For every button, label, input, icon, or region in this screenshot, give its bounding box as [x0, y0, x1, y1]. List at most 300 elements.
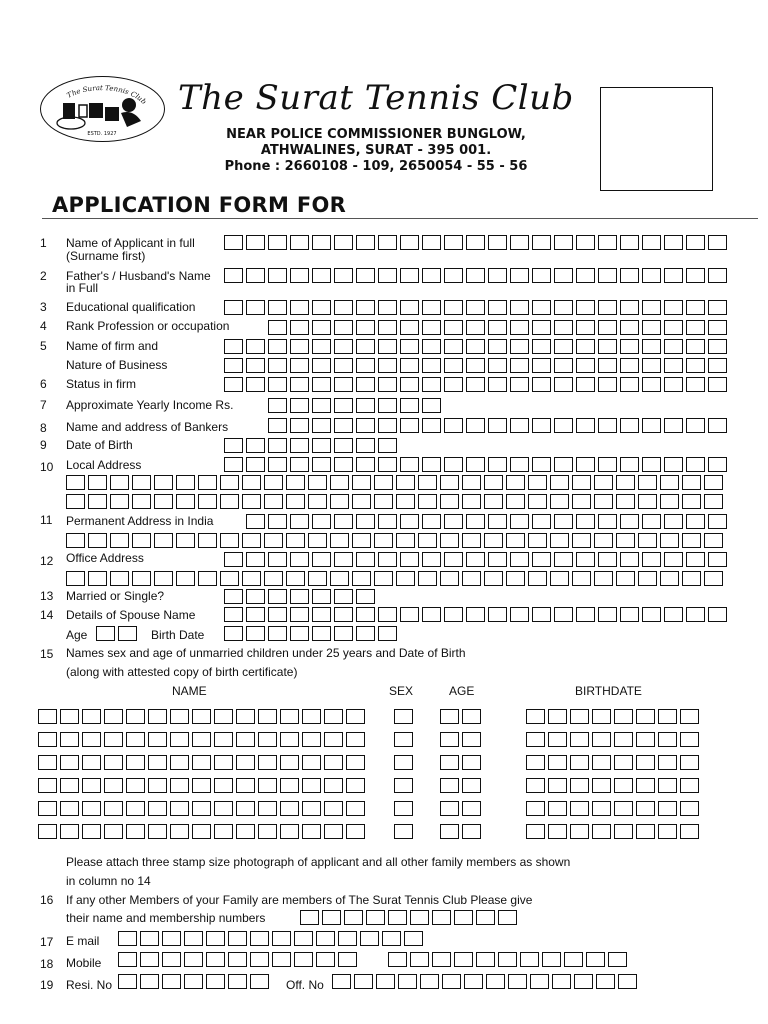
char-box[interactable] — [268, 514, 287, 529]
child-4-name-boxes[interactable] — [38, 778, 368, 793]
char-box[interactable] — [110, 475, 129, 490]
char-box[interactable] — [708, 377, 727, 392]
char-box[interactable] — [192, 778, 211, 793]
char-box[interactable] — [374, 475, 393, 490]
char-box[interactable] — [476, 952, 495, 967]
char-box[interactable] — [528, 571, 547, 586]
char-box[interactable] — [592, 824, 611, 839]
char-box[interactable] — [224, 438, 243, 453]
char-box[interactable] — [280, 801, 299, 816]
char-box[interactable] — [302, 755, 321, 770]
char-box[interactable] — [264, 571, 283, 586]
char-box[interactable] — [224, 268, 243, 283]
child-5-sex-box[interactable] — [394, 801, 416, 816]
char-box[interactable] — [660, 494, 679, 509]
char-box[interactable] — [462, 475, 481, 490]
char-box[interactable] — [400, 514, 419, 529]
char-box[interactable] — [488, 339, 507, 354]
char-box[interactable] — [596, 974, 615, 989]
char-box[interactable] — [680, 824, 699, 839]
char-box[interactable] — [38, 755, 57, 770]
char-box[interactable] — [462, 494, 481, 509]
char-box[interactable] — [338, 952, 357, 967]
char-box[interactable] — [614, 732, 633, 747]
char-box[interactable] — [444, 339, 463, 354]
char-box[interactable] — [332, 974, 351, 989]
char-box[interactable] — [642, 552, 661, 567]
char-box[interactable] — [466, 320, 485, 335]
char-box[interactable] — [636, 732, 655, 747]
char-box[interactable] — [708, 457, 727, 472]
char-box[interactable] — [264, 475, 283, 490]
char-box[interactable] — [250, 952, 269, 967]
char-box[interactable] — [400, 268, 419, 283]
char-box[interactable] — [132, 494, 151, 509]
char-box[interactable] — [440, 709, 459, 724]
char-box[interactable] — [302, 801, 321, 816]
char-box[interactable] — [346, 778, 365, 793]
char-box[interactable] — [642, 607, 661, 622]
char-box[interactable] — [250, 931, 269, 946]
char-box[interactable] — [324, 801, 343, 816]
char-box[interactable] — [312, 300, 331, 315]
char-box[interactable] — [598, 235, 617, 250]
char-box[interactable] — [374, 571, 393, 586]
char-box[interactable] — [440, 755, 459, 770]
char-box[interactable] — [258, 709, 277, 724]
char-box[interactable] — [356, 268, 375, 283]
char-box[interactable] — [396, 494, 415, 509]
char-box[interactable] — [420, 974, 439, 989]
char-box[interactable] — [642, 268, 661, 283]
char-box[interactable] — [638, 571, 657, 586]
char-box[interactable] — [394, 709, 413, 724]
char-box[interactable] — [280, 709, 299, 724]
char-box[interactable] — [680, 778, 699, 793]
char-box[interactable] — [510, 358, 529, 373]
char-box[interactable] — [642, 339, 661, 354]
char-box[interactable] — [268, 398, 287, 413]
char-box[interactable] — [176, 571, 195, 586]
char-box[interactable] — [198, 475, 217, 490]
char-box[interactable] — [488, 552, 507, 567]
char-box[interactable] — [454, 952, 473, 967]
char-box[interactable] — [394, 824, 413, 839]
char-box[interactable] — [126, 709, 145, 724]
char-box[interactable] — [82, 801, 101, 816]
char-box[interactable] — [264, 494, 283, 509]
char-box[interactable] — [66, 533, 85, 548]
char-box[interactable] — [170, 755, 189, 770]
char-box[interactable] — [192, 824, 211, 839]
char-box[interactable] — [268, 300, 287, 315]
char-box[interactable] — [170, 778, 189, 793]
char-box[interactable] — [170, 824, 189, 839]
char-box[interactable] — [484, 494, 503, 509]
char-box[interactable] — [680, 755, 699, 770]
char-box[interactable] — [444, 320, 463, 335]
char-box[interactable] — [154, 533, 173, 548]
char-box[interactable] — [214, 824, 233, 839]
char-box[interactable] — [378, 235, 397, 250]
char-box[interactable] — [394, 801, 413, 816]
char-box[interactable] — [324, 824, 343, 839]
char-box[interactable] — [466, 552, 485, 567]
char-box[interactable] — [664, 514, 683, 529]
char-box[interactable] — [334, 268, 353, 283]
char-box[interactable] — [466, 339, 485, 354]
char-box[interactable] — [110, 494, 129, 509]
char-box[interactable] — [680, 732, 699, 747]
char-box[interactable] — [290, 320, 309, 335]
char-box[interactable] — [294, 952, 313, 967]
char-box[interactable] — [532, 339, 551, 354]
char-box[interactable] — [272, 952, 291, 967]
char-box[interactable] — [316, 931, 335, 946]
char-box[interactable] — [410, 952, 429, 967]
char-box[interactable] — [214, 801, 233, 816]
char-box[interactable] — [532, 320, 551, 335]
char-box[interactable] — [356, 320, 375, 335]
char-box[interactable] — [508, 974, 527, 989]
char-box[interactable] — [682, 571, 701, 586]
char-box[interactable] — [400, 339, 419, 354]
char-box[interactable] — [330, 533, 349, 548]
char-box[interactable] — [526, 824, 545, 839]
char-box[interactable] — [246, 457, 265, 472]
char-box[interactable] — [312, 438, 331, 453]
char-box[interactable] — [598, 552, 617, 567]
char-box[interactable] — [542, 952, 561, 967]
char-box[interactable] — [532, 235, 551, 250]
char-box[interactable] — [498, 952, 517, 967]
char-box[interactable] — [378, 438, 397, 453]
child-1-age-boxes[interactable] — [440, 709, 484, 724]
char-box[interactable] — [440, 778, 459, 793]
char-box[interactable] — [346, 824, 365, 839]
char-box[interactable] — [324, 778, 343, 793]
char-box[interactable] — [154, 475, 173, 490]
char-box[interactable] — [506, 571, 525, 586]
char-box[interactable] — [214, 778, 233, 793]
char-box[interactable] — [510, 268, 529, 283]
char-box[interactable] — [616, 571, 635, 586]
char-box[interactable] — [422, 300, 441, 315]
char-box[interactable] — [334, 377, 353, 392]
char-box[interactable] — [300, 910, 319, 925]
child-6-birthdate-boxes[interactable] — [526, 824, 702, 839]
char-box[interactable] — [664, 552, 683, 567]
char-box[interactable] — [104, 732, 123, 747]
char-box[interactable] — [636, 801, 655, 816]
char-box[interactable] — [440, 475, 459, 490]
char-box[interactable] — [302, 709, 321, 724]
char-box[interactable] — [382, 931, 401, 946]
char-box[interactable] — [312, 514, 331, 529]
char-box[interactable] — [554, 300, 573, 315]
char-box[interactable] — [324, 755, 343, 770]
char-box[interactable] — [246, 607, 265, 622]
char-box[interactable] — [620, 607, 639, 622]
char-box[interactable] — [510, 552, 529, 567]
char-box[interactable] — [88, 571, 107, 586]
char-box[interactable] — [642, 235, 661, 250]
char-box[interactable] — [334, 552, 353, 567]
char-box[interactable] — [334, 626, 353, 641]
char-box[interactable] — [660, 475, 679, 490]
char-box[interactable] — [400, 398, 419, 413]
char-box[interactable] — [110, 533, 129, 548]
char-box[interactable] — [246, 552, 265, 567]
char-box[interactable] — [642, 377, 661, 392]
char-box[interactable] — [224, 589, 243, 604]
char-box[interactable] — [462, 778, 481, 793]
char-box[interactable] — [82, 824, 101, 839]
char-box[interactable] — [444, 418, 463, 433]
char-box[interactable] — [344, 910, 363, 925]
char-box[interactable] — [376, 974, 395, 989]
char-box[interactable] — [280, 732, 299, 747]
char-box[interactable] — [334, 438, 353, 453]
char-box[interactable] — [488, 607, 507, 622]
char-box[interactable] — [620, 235, 639, 250]
char-box[interactable] — [246, 300, 265, 315]
char-box[interactable] — [680, 801, 699, 816]
char-box[interactable] — [572, 475, 591, 490]
char-box[interactable] — [378, 607, 397, 622]
char-box[interactable] — [520, 952, 539, 967]
char-box[interactable] — [660, 571, 679, 586]
char-box[interactable] — [132, 533, 151, 548]
char-box[interactable] — [312, 607, 331, 622]
char-box[interactable] — [418, 571, 437, 586]
char-box[interactable] — [418, 475, 437, 490]
char-box[interactable] — [394, 778, 413, 793]
char-box[interactable] — [140, 931, 159, 946]
office-address-boxes-1[interactable] — [224, 552, 730, 567]
char-box[interactable] — [118, 626, 137, 641]
char-box[interactable] — [618, 974, 637, 989]
char-box[interactable] — [510, 320, 529, 335]
char-box[interactable] — [572, 533, 591, 548]
char-box[interactable] — [220, 533, 239, 548]
char-box[interactable] — [132, 571, 151, 586]
char-box[interactable] — [246, 438, 265, 453]
char-box[interactable] — [184, 974, 203, 989]
char-box[interactable] — [686, 358, 705, 373]
char-box[interactable] — [104, 824, 123, 839]
char-box[interactable] — [686, 300, 705, 315]
char-box[interactable] — [264, 533, 283, 548]
char-box[interactable] — [82, 709, 101, 724]
char-box[interactable] — [302, 824, 321, 839]
char-box[interactable] — [66, 494, 85, 509]
char-box[interactable] — [268, 377, 287, 392]
char-box[interactable] — [220, 494, 239, 509]
char-box[interactable] — [400, 358, 419, 373]
char-box[interactable] — [360, 931, 379, 946]
char-box[interactable] — [598, 358, 617, 373]
char-box[interactable] — [206, 931, 225, 946]
char-box[interactable] — [708, 514, 727, 529]
char-box[interactable] — [38, 801, 57, 816]
char-box[interactable] — [550, 494, 569, 509]
local-address-boxes-3[interactable] — [66, 494, 726, 509]
char-box[interactable] — [290, 438, 309, 453]
char-box[interactable] — [312, 339, 331, 354]
child-2-sex-box[interactable] — [394, 732, 416, 747]
char-box[interactable] — [510, 607, 529, 622]
char-box[interactable] — [576, 358, 595, 373]
char-box[interactable] — [224, 339, 243, 354]
char-box[interactable] — [224, 626, 243, 641]
char-box[interactable] — [664, 377, 683, 392]
char-box[interactable] — [334, 320, 353, 335]
char-box[interactable] — [570, 709, 589, 724]
father-husband-name-boxes[interactable] — [224, 268, 730, 283]
char-box[interactable] — [268, 589, 287, 604]
char-box[interactable] — [82, 755, 101, 770]
char-box[interactable] — [592, 755, 611, 770]
char-box[interactable] — [224, 457, 243, 472]
char-box[interactable] — [290, 418, 309, 433]
char-box[interactable] — [636, 709, 655, 724]
char-box[interactable] — [680, 709, 699, 724]
char-box[interactable] — [682, 475, 701, 490]
char-box[interactable] — [440, 824, 459, 839]
char-box[interactable] — [510, 514, 529, 529]
char-box[interactable] — [486, 974, 505, 989]
char-box[interactable] — [418, 494, 437, 509]
char-box[interactable] — [708, 320, 727, 335]
char-box[interactable] — [356, 300, 375, 315]
char-box[interactable] — [192, 755, 211, 770]
spouse-birth-date-boxes[interactable] — [224, 626, 400, 641]
char-box[interactable] — [356, 339, 375, 354]
char-box[interactable] — [394, 732, 413, 747]
char-box[interactable] — [148, 824, 167, 839]
char-box[interactable] — [258, 778, 277, 793]
child-4-sex-box[interactable] — [394, 778, 416, 793]
child-2-age-boxes[interactable] — [440, 732, 484, 747]
char-box[interactable] — [554, 514, 573, 529]
char-box[interactable] — [550, 475, 569, 490]
char-box[interactable] — [576, 377, 595, 392]
char-box[interactable] — [290, 339, 309, 354]
char-box[interactable] — [488, 320, 507, 335]
char-box[interactable] — [444, 358, 463, 373]
char-box[interactable] — [398, 974, 417, 989]
mobile-boxes-1[interactable] — [118, 952, 360, 967]
child-1-name-boxes[interactable] — [38, 709, 368, 724]
char-box[interactable] — [38, 778, 57, 793]
char-box[interactable] — [422, 457, 441, 472]
char-box[interactable] — [104, 709, 123, 724]
char-box[interactable] — [290, 358, 309, 373]
permanent-address-boxes-2[interactable] — [66, 533, 726, 548]
char-box[interactable] — [598, 377, 617, 392]
char-box[interactable] — [242, 475, 261, 490]
char-box[interactable] — [290, 300, 309, 315]
char-box[interactable] — [236, 778, 255, 793]
char-box[interactable] — [290, 589, 309, 604]
char-box[interactable] — [242, 494, 261, 509]
char-box[interactable] — [614, 801, 633, 816]
char-box[interactable] — [642, 320, 661, 335]
char-box[interactable] — [664, 607, 683, 622]
char-box[interactable] — [308, 533, 327, 548]
char-box[interactable] — [268, 418, 287, 433]
email-boxes[interactable] — [118, 931, 426, 946]
char-box[interactable] — [312, 626, 331, 641]
profession-boxes[interactable] — [268, 320, 730, 335]
char-box[interactable] — [552, 974, 571, 989]
char-box[interactable] — [554, 418, 573, 433]
char-box[interactable] — [246, 235, 265, 250]
char-box[interactable] — [38, 709, 57, 724]
char-box[interactable] — [312, 320, 331, 335]
char-box[interactable] — [400, 418, 419, 433]
char-box[interactable] — [658, 801, 677, 816]
char-box[interactable] — [550, 571, 569, 586]
char-box[interactable] — [594, 571, 613, 586]
char-box[interactable] — [352, 533, 371, 548]
char-box[interactable] — [488, 514, 507, 529]
char-box[interactable] — [258, 801, 277, 816]
char-box[interactable] — [598, 339, 617, 354]
char-box[interactable] — [686, 514, 705, 529]
char-box[interactable] — [126, 755, 145, 770]
char-box[interactable] — [140, 974, 159, 989]
char-box[interactable] — [642, 457, 661, 472]
child-3-age-boxes[interactable] — [440, 755, 484, 770]
char-box[interactable] — [664, 268, 683, 283]
char-box[interactable] — [148, 755, 167, 770]
char-box[interactable] — [664, 320, 683, 335]
char-box[interactable] — [162, 974, 181, 989]
char-box[interactable] — [418, 533, 437, 548]
char-box[interactable] — [440, 533, 459, 548]
child-3-sex-box[interactable] — [394, 755, 416, 770]
char-box[interactable] — [82, 778, 101, 793]
char-box[interactable] — [268, 607, 287, 622]
char-box[interactable] — [570, 732, 589, 747]
char-box[interactable] — [554, 457, 573, 472]
char-box[interactable] — [198, 533, 217, 548]
child-1-birthdate-boxes[interactable] — [526, 709, 702, 724]
char-box[interactable] — [620, 339, 639, 354]
char-box[interactable] — [246, 589, 265, 604]
char-box[interactable] — [686, 235, 705, 250]
char-box[interactable] — [118, 974, 137, 989]
child-6-age-boxes[interactable] — [440, 824, 484, 839]
char-box[interactable] — [548, 755, 567, 770]
char-box[interactable] — [658, 778, 677, 793]
char-box[interactable] — [530, 974, 549, 989]
char-box[interactable] — [528, 494, 547, 509]
char-box[interactable] — [268, 457, 287, 472]
char-box[interactable] — [444, 552, 463, 567]
char-box[interactable] — [356, 514, 375, 529]
char-box[interactable] — [554, 358, 573, 373]
char-box[interactable] — [462, 709, 481, 724]
char-box[interactable] — [312, 358, 331, 373]
char-box[interactable] — [268, 235, 287, 250]
char-box[interactable] — [576, 607, 595, 622]
char-box[interactable] — [506, 533, 525, 548]
char-box[interactable] — [176, 494, 195, 509]
char-box[interactable] — [620, 300, 639, 315]
